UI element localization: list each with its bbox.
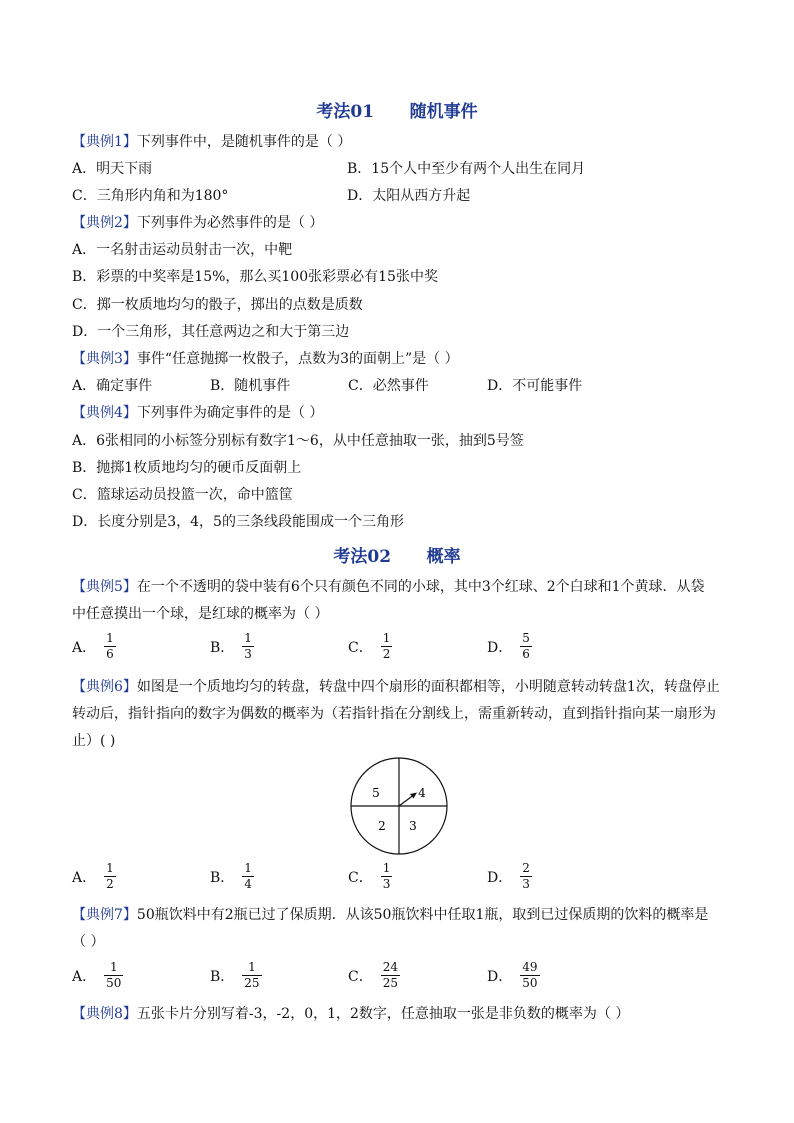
numerator: 1 (248, 960, 256, 974)
question-text: 在一个不透明的袋中装有6个只有颜色不同的小球，其中3个红球、2个白球和1个黄球．从袋 (136, 579, 705, 595)
denominator: 6 (106, 647, 114, 661)
example-1-option-b: B．15个人中至少有两个人出生在同月 (347, 161, 586, 177)
example-7-option-d (487, 961, 540, 990)
spinner-sector-label: 3 (409, 819, 417, 833)
example-6-question-line-3: 止）( ) (72, 733, 116, 749)
option-letter: A． (72, 869, 97, 886)
numerator: 1 (109, 960, 118, 974)
example-7-option-c (348, 961, 400, 990)
example-5-option-b (210, 632, 254, 661)
fraction (520, 862, 532, 891)
section-title-random-events: 考法01 随机事件 (316, 102, 478, 122)
example-4-option-d: D．长度分别是3，4，5的三条线段能围成一个三角形 (72, 514, 404, 530)
example-4-option-b: B．抛掷1枚质地均匀的硬币反面朝上 (72, 460, 302, 476)
example-5-option-a (72, 632, 116, 661)
example-6-question-line-2: 转动后，指针指向的数字为偶数的概率为（若指针指在分割线上，需重新转动，直到指针指向某一扇形为 (72, 706, 716, 722)
option-letter: C． (348, 968, 373, 985)
example-8-question (72, 1004, 629, 1024)
option-letter: C． (348, 639, 373, 656)
example-6-option-b (210, 862, 254, 891)
example-1-option-c: C．三角形内角和为180° (72, 188, 229, 204)
option-letter: D． (487, 639, 513, 656)
spinner-figure (349, 756, 449, 856)
numerator: 1 (382, 631, 391, 645)
denominator: 2 (382, 647, 391, 661)
question-text: 下列事件为必然事件的是（ ） (136, 215, 324, 231)
example-7-question-line-2: （ ） (72, 934, 105, 950)
example-4-question (72, 403, 323, 423)
option-letter: A． (72, 639, 97, 656)
fraction (104, 862, 116, 891)
option-letter: B． (210, 968, 235, 985)
example-1-option-d: D．太阳从西方升起 (347, 188, 471, 204)
option-letter: D． (487, 869, 513, 886)
option-letter: A． (72, 968, 97, 985)
numerator: 24 (382, 960, 398, 974)
fraction (381, 632, 393, 661)
denominator: 2 (106, 877, 114, 891)
example-6-option-d (487, 862, 532, 891)
example-5-question-line-1 (72, 577, 705, 597)
option-letter: B． (210, 639, 235, 656)
example-6-question-line-1 (72, 677, 720, 697)
option-letter: B． (210, 869, 235, 886)
example-2-question (72, 213, 323, 233)
example-3-option-c: C．必然事件 (348, 378, 429, 394)
example-label: 【典例8】 (72, 1006, 137, 1022)
numerator: 1 (244, 861, 252, 875)
denominator: 4 (244, 877, 252, 891)
denominator: 50 (106, 976, 122, 990)
section-title-probability: 考法02 概率 (333, 547, 461, 567)
fraction (381, 862, 393, 891)
example-3-option-b: B．随机事件 (210, 378, 291, 394)
fraction (242, 632, 254, 661)
numerator: 5 (522, 631, 530, 645)
example-1-option-a: A．明天下雨 (72, 161, 153, 177)
fraction (520, 961, 539, 990)
example-label: 【典例2】 (72, 215, 137, 231)
example-2-option-b: B．彩票的中奖率是15%，那么买100张彩票必有15张中奖 (72, 269, 438, 285)
fraction (242, 862, 254, 891)
denominator: 3 (522, 877, 530, 891)
numerator: 1 (106, 631, 114, 645)
example-3-option-d: D．不可能事件 (487, 378, 583, 394)
spinner-sector-label: 2 (378, 819, 386, 833)
fraction (104, 632, 116, 661)
denominator: 3 (382, 877, 391, 891)
example-4-option-c: C．篮球运动员投篮一次，命中篮筐 (72, 487, 293, 503)
example-2-option-a: A．一名射击运动员射击一次，中靶 (72, 242, 293, 258)
example-5-option-d (487, 632, 532, 661)
example-2-option-c: C．掷一枚质地均匀的骰子，掷出的点数是质数 (72, 297, 363, 313)
numerator: 1 (106, 861, 114, 875)
example-7-option-b (210, 961, 262, 990)
numerator: 2 (522, 861, 530, 875)
example-1-question (72, 132, 351, 152)
example-7-option-a (72, 961, 123, 990)
example-6-option-c (348, 862, 392, 891)
example-label: 【典例3】 (72, 351, 137, 367)
option-letter: C． (348, 869, 373, 886)
example-5-option-c (348, 632, 392, 661)
spinner-sector-label: 4 (418, 786, 426, 800)
fraction (520, 632, 532, 661)
question-text: 如图是一个质地均匀的转盘，转盘中四个扇形的面积都相等，小明随意转动转盘1次，转盘停止 (136, 679, 720, 695)
example-label: 【典例1】 (72, 134, 137, 150)
denominator: 50 (522, 976, 538, 990)
numerator: 49 (522, 960, 538, 974)
example-3-option-a: A．确定事件 (72, 378, 153, 394)
question-text: 事件“任意抛掷一枚骰子，点数为3的面朝上”是（ ） (136, 351, 459, 367)
numerator: 1 (244, 631, 252, 645)
example-2-option-d: D．一个三角形，其任意两边之和大于第三边 (72, 324, 350, 340)
question-text: 五张卡片分别写着-3，-2，0，1，2数字，任意抽取一张是非负数的概率为（ ） (136, 1006, 630, 1022)
spinner-sector-label: 5 (372, 786, 380, 800)
question-text: 下列事件中，是随机事件的是（ ） (136, 134, 352, 150)
example-label: 【典例6】 (72, 679, 137, 695)
example-6-option-a (72, 862, 116, 891)
example-label: 【典例4】 (72, 405, 137, 421)
example-label: 【典例5】 (72, 579, 137, 595)
question-text: 下列事件为确定事件的是（ ） (136, 405, 324, 421)
question-text: 50瓶饮料中有2瓶已过了保质期．从该50瓶饮料中任取1瓶，取到已过保质期的饮料的概率是 (136, 907, 709, 923)
example-4-option-a: A．6张相同的小标签分别标有数字1～6，从中任意抽取一张，抽到5号签 (72, 433, 524, 449)
example-label: 【典例7】 (72, 907, 137, 923)
denominator: 25 (382, 976, 398, 990)
example-5-question-line-2: 中任意摸出一个球，是红球的概率为（ ） (72, 606, 329, 622)
fraction (381, 961, 400, 990)
fraction (104, 961, 123, 990)
denominator: 25 (244, 976, 260, 990)
option-letter: D． (487, 968, 513, 985)
example-3-question (72, 349, 459, 369)
numerator: 1 (382, 861, 391, 875)
denominator: 3 (244, 647, 252, 661)
example-7-question-line-1 (72, 905, 708, 925)
fraction (242, 961, 261, 990)
denominator: 6 (522, 647, 530, 661)
